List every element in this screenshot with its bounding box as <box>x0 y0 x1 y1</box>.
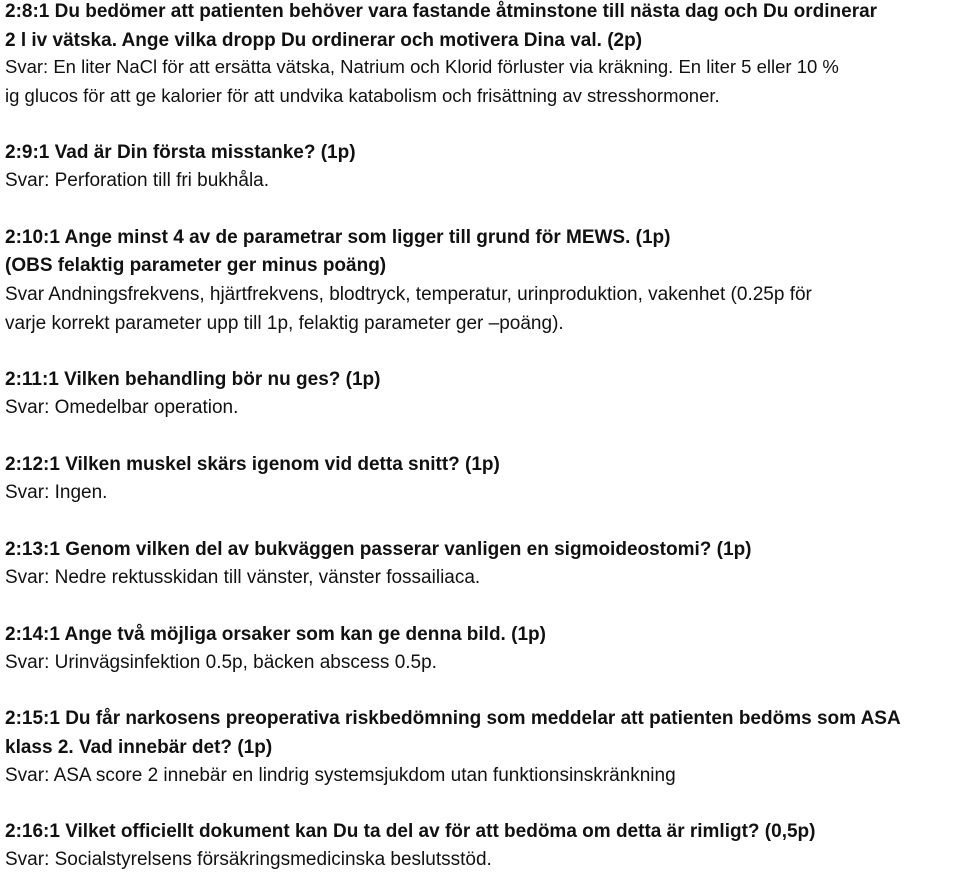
question-line: 2:11:1 Vilken behandling bör nu ges? (1p) <box>5 369 381 390</box>
question-line: 2:8:1 Du bedömer att patienten behöver vara fastande åtminstone till nästa dag och Du ordinerar <box>5 1 878 22</box>
answer-line: Svar: Urinvägsinfektion 0.5p, bäcken abscess 0.5p. <box>5 652 437 673</box>
answer-line: Svar: Perforation till fri bukhåla. <box>5 170 270 191</box>
question-line: (OBS felaktig parameter ger minus poäng) <box>5 255 387 276</box>
question-line: 2:14:1 Ange två möjliga orsaker som kan ge denna bild. (1p) <box>5 624 546 645</box>
answer-line: Svar: Socialstyrelsens försäkringsmedicinska beslutsstöd. <box>5 849 492 870</box>
question-line: 2:10:1 Ange minst 4 av de parametrar som ligger till grund för MEWS. (1p) <box>5 227 671 248</box>
answer-line: ig glucos för att ge kalorier för att undvika katabolism och frisättning av stresshormoner. <box>5 85 720 106</box>
answer-line: Svar Andningsfrekvens, hjärtfrekvens, blodtryck, temperatur, urinproduktion, vakenhet (0.25p för <box>5 284 812 305</box>
question-line: 2:12:1 Vilken muskel skärs igenom vid detta snitt? (1p) <box>5 454 500 475</box>
answer-line: Svar: ASA score 2 innebär en lindrig systemsjukdom utan funktionsinskränkning <box>5 765 676 786</box>
answer-line: Svar: Nedre rektusskidan till vänster, vänster fossailiaca. <box>5 567 481 588</box>
question-line: klass 2. Vad innebär det? (1p) <box>5 737 273 758</box>
answer-line: Svar: Ingen. <box>5 482 108 503</box>
question-line: 2:16:1 Vilket officiellt dokument kan Du ta del av för att bedöma om detta är rimligt? (0,5p) <box>5 821 816 842</box>
question-line: 2:15:1 Du får narkosens preoperativa riskbedömning som meddelar att patienten bedöms som ASA <box>5 708 901 729</box>
question-line: 2 l iv vätska. Ange vilka dropp Du ordinerar och motivera Dina val. (2p) <box>5 30 643 51</box>
answer-line: varje korrekt parameter upp till 1p, felaktig parameter ger –poäng). <box>5 313 564 334</box>
answer-line: Svar: En liter NaCl för att ersätta vätska, Natrium och Klorid förluster via kräkning. En liter 5 eller 10 % <box>5 56 839 77</box>
question-line: 2:9:1 Vad är Din första misstanke? (1p) <box>5 142 356 163</box>
question-line: 2:13:1 Genom vilken del av bukväggen passerar vanligen en sigmoideostomi? (1p) <box>5 539 752 560</box>
answer-line: Svar: Omedelbar operation. <box>5 397 239 418</box>
